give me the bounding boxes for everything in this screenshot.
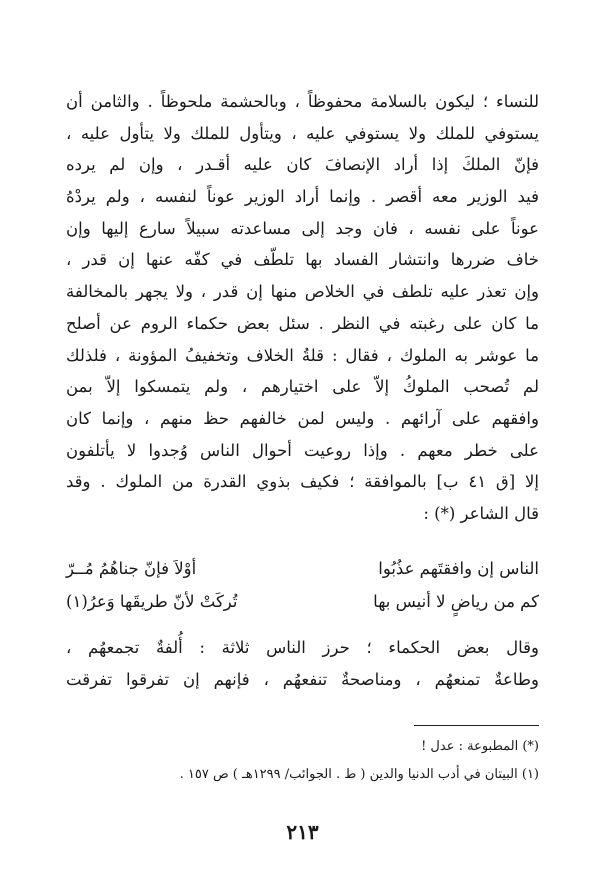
verse-first-hemistich: الناس إن وافقتَهم عذُبُوا bbox=[378, 559, 539, 578]
text-line: عوناً على نفسه ، فان وجد إلى مساعدته سبيلاً سارع إليها وإن bbox=[66, 218, 539, 238]
text-line: خاف ضررها وانتشار الفساد بها تلطّف في كفّه عنها إن قدر ، bbox=[66, 250, 539, 270]
body-text-continued bbox=[66, 632, 539, 695]
text-line: وطاعةٌ تمنعهُم ، ومناصحةٌ تنفعهُم ، فإنهم إن تفرقوا تفرقت bbox=[66, 669, 539, 689]
text-line: على خطر معهم . وإذا روعيت أحوال الناس وُجدوا لا يأتلفون bbox=[66, 440, 539, 460]
text-line: ما كان على رغبته في النظر . سئل بعض حكماء الروم عن أصلح bbox=[66, 313, 539, 333]
text-line: وإن تعذر عليه تلطف في الخلاص منها إن قدر ، ولا يجهر بالمخالفة bbox=[66, 282, 539, 302]
verse-line bbox=[66, 552, 539, 585]
verse-first-hemistich: كم من رياضٍ لا أنيس بها bbox=[373, 592, 539, 611]
text-line: وافقهم على آرائهم . وليس لمن خالفهم حظ منهم ، وإنما كان bbox=[66, 408, 539, 428]
footnotes bbox=[66, 733, 539, 789]
verse-second-hemistich: تُركَتْ لأنّ طريقَها وَعرُ(١) bbox=[66, 592, 238, 611]
text-line: وقال بعض الحكماء ؛ حرز الناس ثلاثة : أُلفةٌ تجمعهُم ، bbox=[66, 638, 539, 657]
text-line: قال الشاعر (*) : bbox=[423, 503, 539, 523]
text-line: فيد الوزير معه أقصر . وإنما أراد الوزير عوناً لنفسه ، ولم يردْهُ bbox=[66, 187, 539, 207]
poem-block bbox=[66, 552, 539, 618]
text-line: إلا [ق ٤١ ب] بالموافقة ؛ فكيف بذوي القدرة من الملوك . وقد bbox=[66, 472, 539, 492]
verse-second-hemistich: أوْلاَ فإنّ جناهُمُ مُــرّ bbox=[66, 559, 197, 578]
text-line: فإنّ الملكَ إذا أراد الإنصافَ كان عليه أقـدر ، وإن لم يرده bbox=[66, 155, 539, 175]
footnote-divider bbox=[414, 725, 539, 726]
text-line: يستوفي للملك ولا يستوفي عليه ، ويتأول للملك ولا يتأول عليه ، bbox=[66, 123, 539, 143]
text-line: للنساء ؛ ليكون بالسلامة محفوظاً ، وبالحشمة ملحوظاً . والثامن أن bbox=[66, 92, 539, 111]
footnote: (*) المطبوعة : عدل ! bbox=[421, 739, 539, 754]
text-line: لم تُصحب الملوكُ إلاّ على اختيارهم ، ولم يتمسكوا إلاّ بمن bbox=[66, 377, 539, 397]
footnote: (١) البيتان في أدب الدنيا والدين ( ط . الجوائب/ ١٢٩٩هـ ) ص ١٥٧ . bbox=[179, 767, 539, 782]
verse-line bbox=[66, 585, 539, 618]
text-line: ما عوشر به الملوك ، فقال : قلةُ الخلاف وتخفيفُ المؤونة ، فلذلك bbox=[66, 345, 539, 365]
page-number: ٢١٣ bbox=[286, 820, 319, 844]
body-text bbox=[66, 86, 539, 530]
